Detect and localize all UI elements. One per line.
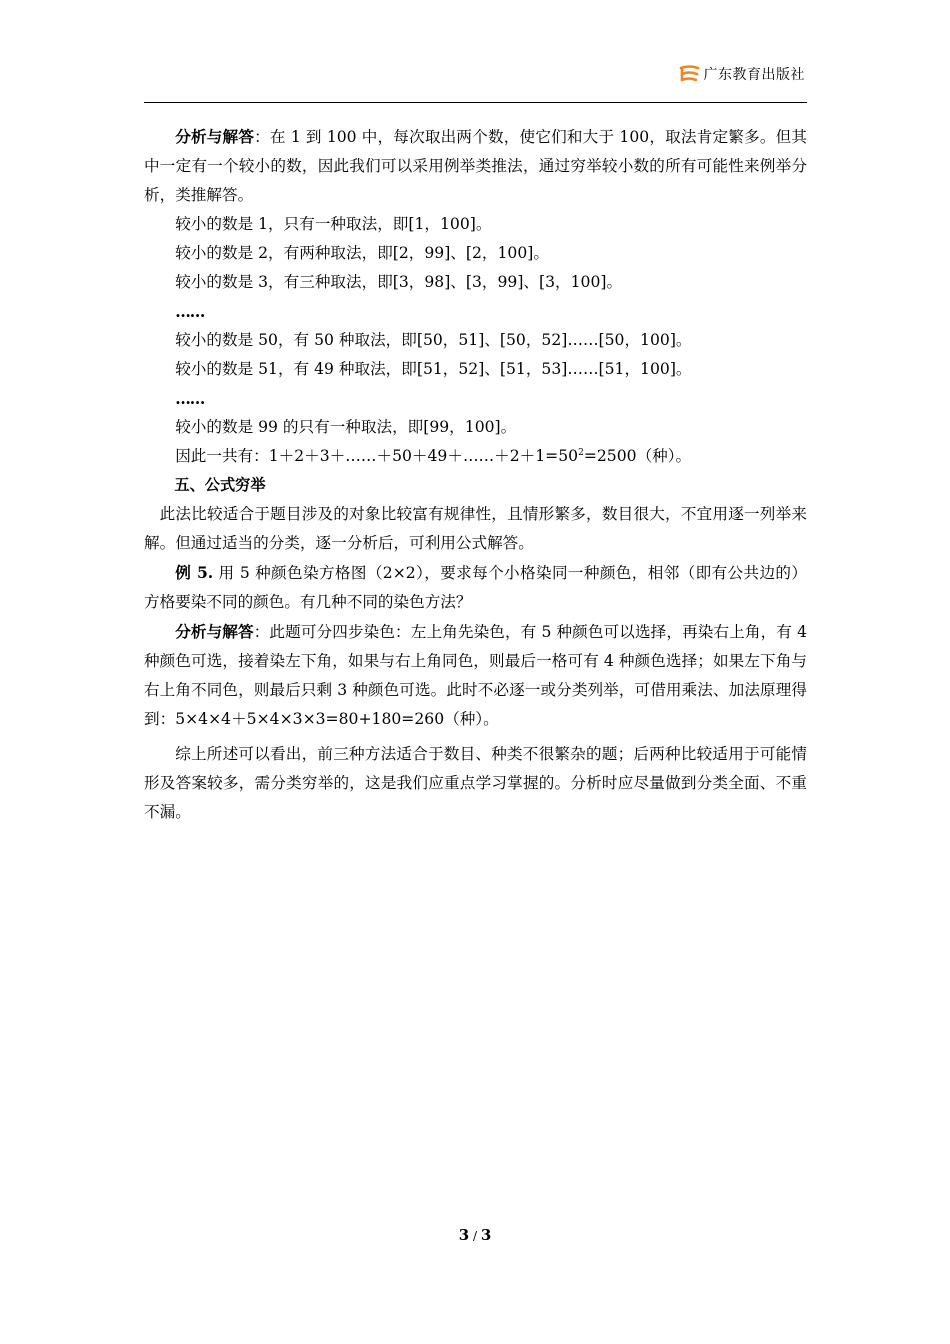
publisher-name: 广东教育出版社 — [703, 67, 805, 83]
total-before: 因此一共有：1＋2＋3＋……＋50＋49＋……＋2＋1=50 — [175, 447, 579, 465]
case-line-3: 较小的数是 3，有三种取法，即[3，98]、[3，99]、[3，100]。 — [175, 273, 623, 291]
page-footer — [0, 1226, 950, 1244]
case-line-51: 较小的数是 51，有 49 种取法，即[51，52]、[51，53]……[51，100]。 — [175, 360, 692, 378]
example-5-lead: 例 5. — [175, 563, 214, 582]
analysis-lead: 分析与解答 — [175, 127, 255, 146]
case-line-2: 较小的数是 2，有两种取法，即[2，99]、[2，100]。 — [175, 244, 549, 262]
ellipsis-2: …… — [175, 389, 205, 408]
total-line — [144, 442, 807, 471]
example-5-answer — [144, 617, 807, 734]
total-page-number: 3 — [480, 1226, 492, 1244]
document-body — [144, 122, 807, 827]
total-after: =2500（种）。 — [583, 447, 692, 465]
case-line-99: 较小的数是 99 的只有一种取法，即[99，100]。 — [175, 418, 517, 436]
example-5-text: 用 5 种颜色染方格图（2×2），要求每个小格染同一种颜色，相邻（即有公共边的）方格要染不同的颜色。有几种不同的染色方法？ — [144, 564, 807, 611]
analysis-text: ：在 1 到 100 中，每次取出两个数，使它们和大于 100，取法肯定繁多。但其中一定有一个较小的数，因此我们可以采用例举类推法，通过穷举较小数的所有可能性来例举分析，类推解答。 — [144, 128, 807, 204]
current-page-number: 3 — [458, 1226, 470, 1244]
total-exponent: 2 — [578, 447, 584, 458]
summary-paragraph: 综上所述可以看出，前三种方法适合于数目、种类不很繁杂的题；后两种比较适用于可能情形及答案较多，需分类穷举的，这是我们应重点学习掌握的。分析时应尽量做到分类全面、不重不漏。 — [144, 745, 807, 821]
publisher-brand — [678, 64, 806, 84]
page-header — [144, 62, 807, 103]
section-5-paragraph: 此法比较适合于题目涉及的对象比较富有规律性，且情形繁多，数目很大，不宜用逐一列举来解。但通过适当的分类，逐一分析后，可利用公式解答。 — [144, 505, 807, 552]
case-line-1: 较小的数是 1，只有一种取法，即[1，100]。 — [175, 215, 492, 233]
analysis-paragraph — [144, 122, 807, 210]
ellipsis-1: …… — [175, 302, 205, 321]
publisher-logo-icon — [678, 64, 700, 84]
answer-text: ：此题可分四步染色：左上角先染色，有 5 种颜色可以选择，再染右上角，有 4 种颜色可选，接着染左下角，如果与右上角同色，则最后一格可有 4 种颜色选择；如果左下角与右上角不同色，则最后只剩 3 种颜色可选。此时不必逐一或分类列举，可借用乘法、加法原理得到：5×4×4＋5×4×3×3=80+180=260（种）。 — [144, 623, 807, 728]
example-5 — [144, 558, 807, 617]
page-separator: / — [469, 1229, 481, 1243]
case-line-50: 较小的数是 50，有 50 种取法，即[50，51]、[50，52]……[50，100]。 — [175, 331, 692, 349]
section-heading-5: 五、公式穷举 — [174, 476, 266, 494]
answer-lead: 分析与解答 — [175, 622, 254, 641]
